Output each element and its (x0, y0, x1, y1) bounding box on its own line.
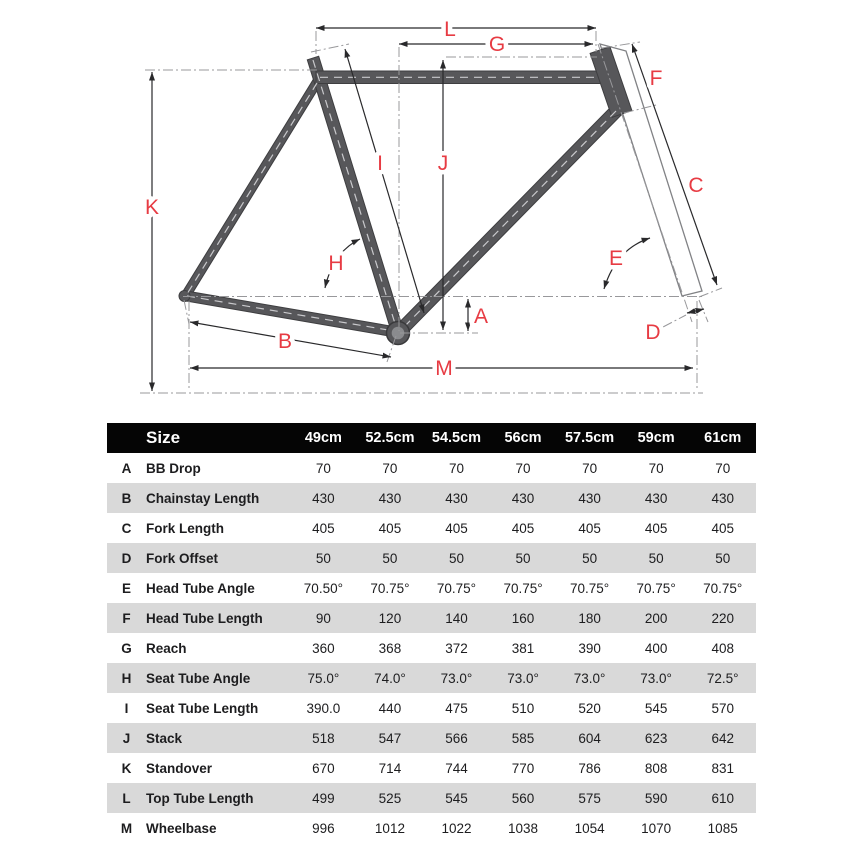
row-letter: C (121, 520, 132, 536)
cell-value: 520 (578, 700, 601, 716)
header-column: 61cm (689, 423, 756, 453)
header-column: 56cm (490, 423, 557, 453)
row-label: Fork Length (146, 520, 225, 536)
header-row (107, 423, 756, 453)
header-column: 52.5cm (357, 423, 424, 453)
table-body (107, 453, 756, 843)
row-label: Top Tube Length (146, 790, 254, 806)
row-label: Head Tube Length (146, 610, 263, 626)
cell-value: 1085 (707, 820, 738, 836)
cell-value: 525 (378, 790, 402, 806)
cell-value: 670 (312, 760, 335, 776)
row-letter: E (122, 580, 132, 596)
cell-value: 714 (378, 760, 402, 776)
row-label: Head Tube Angle (146, 580, 255, 596)
cell-value: 120 (378, 610, 402, 626)
table-row (107, 813, 756, 843)
cell-value: 70 (382, 460, 398, 476)
cell-value: 50 (715, 550, 731, 566)
cell-value: 560 (511, 790, 535, 806)
dim-label-J: J (437, 152, 449, 175)
row-label: Fork Offset (146, 550, 219, 566)
d-leader (663, 315, 686, 327)
cell-value: 405 (378, 520, 402, 536)
head-top-tick (602, 42, 640, 48)
cell-value: 405 (644, 520, 668, 536)
dim-label-H: H (328, 252, 344, 275)
table-header (107, 423, 756, 453)
cell-value: 430 (312, 490, 335, 506)
row-letter: K (121, 760, 132, 776)
diagram-svg (0, 0, 860, 422)
table-row (107, 723, 756, 753)
row-letter: F (122, 610, 131, 626)
frame-geometry-diagram (0, 0, 860, 422)
cell-value: 570 (711, 700, 734, 716)
cell-value: 70.75° (636, 580, 676, 596)
row-letter: L (122, 790, 131, 806)
cell-value: 590 (644, 790, 668, 806)
table-row (107, 513, 756, 543)
seat-top-tick (311, 44, 349, 52)
cell-value: 390 (578, 640, 601, 656)
header-column: 57.5cm (556, 423, 623, 453)
cell-value: 1070 (641, 820, 672, 836)
dim-label-D: D (645, 321, 661, 344)
cell-value: 430 (511, 490, 535, 506)
geometry-table (107, 423, 756, 843)
row-letter: G (121, 640, 132, 656)
header-column: 59cm (623, 423, 690, 453)
b-left-tick (184, 300, 189, 324)
seat-stay (182, 80, 321, 298)
cell-value: 518 (312, 730, 335, 746)
cell-value: 73.0° (507, 670, 539, 686)
cell-value: 405 (511, 520, 535, 536)
cell-value: 440 (378, 700, 402, 716)
cell-value: 405 (312, 520, 335, 536)
dim-label-E: E (608, 247, 624, 270)
cell-value: 1022 (441, 820, 472, 836)
cell-value: 400 (644, 640, 668, 656)
cell-value: 70 (648, 460, 664, 476)
dim-label-F: F (649, 67, 663, 90)
row-label: Chainstay Length (146, 490, 260, 506)
cell-value: 744 (445, 760, 468, 776)
cell-value: 770 (511, 760, 535, 776)
cell-value: 368 (378, 640, 402, 656)
cell-value: 1012 (374, 820, 405, 836)
cell-value: 70.75° (703, 580, 743, 596)
cell-value: 642 (711, 730, 734, 746)
cell-value: 1038 (508, 820, 539, 836)
dim-D (687, 309, 704, 313)
cell-value: 1054 (574, 820, 605, 836)
dim-label-I: I (377, 152, 383, 175)
cell-value: 408 (711, 640, 734, 656)
cell-value: 70.75° (436, 580, 477, 596)
row-letter: I (124, 700, 129, 716)
table-row (107, 663, 756, 693)
cell-value: 180 (578, 610, 601, 626)
cell-value: 70 (315, 460, 331, 476)
cell-value: 545 (445, 790, 468, 806)
cell-value: 405 (578, 520, 601, 536)
cell-value: 831 (711, 760, 734, 776)
dim-label-L: L (444, 18, 456, 41)
dim-label-G: G (488, 33, 506, 56)
cell-value: 808 (644, 760, 668, 776)
cell-value: 70.75° (569, 580, 610, 596)
table-row (107, 483, 756, 513)
row-letter: M (120, 820, 133, 836)
cell-value: 381 (511, 640, 535, 656)
cell-value: 73.0° (573, 670, 606, 686)
dim-label-M: M (435, 357, 453, 380)
cell-value: 70.75° (503, 580, 543, 596)
cell-value: 73.0° (440, 670, 473, 686)
table-row (107, 453, 756, 483)
row-letter: A (121, 460, 132, 476)
row-label: Stack (146, 730, 183, 746)
cell-value: 70 (715, 460, 731, 476)
cell-value: 996 (312, 820, 335, 836)
row-label: BB Drop (146, 460, 201, 476)
cell-value: 90 (315, 610, 331, 626)
row-letter: B (121, 490, 132, 506)
cell-value: 140 (445, 610, 468, 626)
fork-tip-tick (699, 288, 722, 297)
row-label: Standover (146, 760, 213, 776)
cell-value: 545 (644, 700, 668, 716)
cell-value: 786 (578, 760, 601, 776)
d-dropout-line (699, 300, 708, 322)
cell-value: 372 (445, 640, 468, 656)
header-column: 49cm (290, 423, 357, 453)
dim-label-A: A (473, 305, 489, 328)
row-label: Reach (146, 640, 187, 656)
cell-value: 499 (312, 790, 335, 806)
row-label: Seat Tube Angle (146, 670, 251, 686)
cell-value: 430 (711, 490, 734, 506)
row-label: Wheelbase (146, 820, 217, 836)
row-letter: H (121, 670, 132, 686)
cell-value: 70.75° (370, 580, 410, 596)
cell-value: 50 (382, 550, 398, 566)
table-row (107, 633, 756, 663)
header-size: Size (146, 423, 290, 453)
cell-value: 50 (448, 550, 464, 566)
cell-value: 50 (515, 550, 531, 566)
cell-value: 623 (644, 730, 668, 746)
cell-value: 160 (511, 610, 535, 626)
row-label: Seat Tube Length (146, 700, 259, 716)
cell-value: 70.50° (303, 580, 343, 596)
dim-label-B: B (277, 330, 293, 353)
cell-value: 50 (582, 550, 598, 566)
cell-value: 50 (648, 550, 664, 566)
table-row (107, 753, 756, 783)
cell-value: 405 (445, 520, 468, 536)
cell-value: 72.5° (706, 670, 739, 686)
cell-value: 585 (511, 730, 535, 746)
cell-value: 405 (711, 520, 734, 536)
cell-value: 475 (445, 700, 468, 716)
cell-value: 430 (578, 490, 601, 506)
table-row (107, 603, 756, 633)
cell-value: 575 (578, 790, 601, 806)
cell-value: 566 (445, 730, 468, 746)
cell-value: 73.0° (640, 670, 672, 686)
header-column: 54.5cm (423, 423, 490, 453)
cell-value: 547 (378, 730, 402, 746)
table-row (107, 543, 756, 573)
cell-value: 200 (644, 610, 668, 626)
cell-value: 430 (378, 490, 402, 506)
dim-label-K: K (144, 196, 160, 219)
row-letter: D (121, 550, 132, 566)
cell-value: 70 (582, 460, 598, 476)
dim-label-C: C (688, 174, 704, 197)
table-row (107, 693, 756, 723)
cell-value: 74.0° (374, 670, 406, 686)
cell-value: 430 (445, 490, 468, 506)
table-row (107, 573, 756, 603)
cell-value: 610 (711, 790, 734, 806)
cell-value: 50 (315, 550, 331, 566)
row-letter: J (122, 730, 131, 746)
cell-value: 390.0 (306, 700, 341, 716)
header-letter-spacer (107, 423, 146, 453)
cell-value: 70 (515, 460, 531, 476)
cell-value: 220 (711, 610, 734, 626)
cell-value: 75.0° (307, 670, 340, 686)
cell-value: 604 (578, 730, 601, 746)
cell-value: 360 (312, 640, 335, 656)
cell-value: 70 (448, 460, 464, 476)
cell-value: 430 (644, 490, 668, 506)
frame-tubes (179, 47, 632, 338)
table-row (107, 783, 756, 813)
cell-value: 510 (511, 700, 535, 716)
